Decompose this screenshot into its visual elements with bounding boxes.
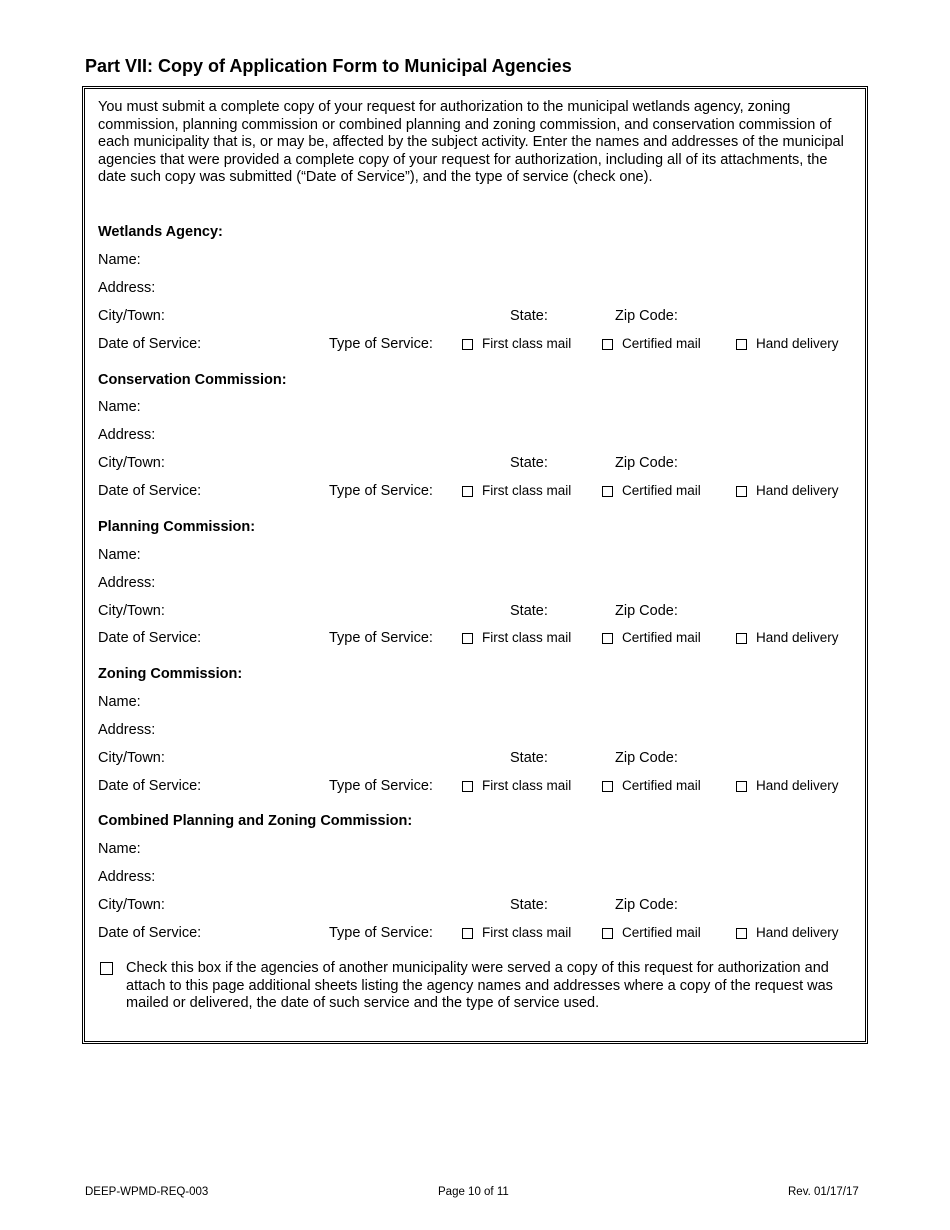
option-label: First class mail — [482, 778, 572, 793]
option-label: Hand delivery — [756, 778, 839, 793]
first-class-mail-option[interactable] — [462, 334, 571, 354]
zip-label: Zip Code: — [615, 308, 678, 324]
checkbox[interactable] — [462, 781, 473, 792]
checkbox[interactable] — [736, 339, 747, 350]
certified-mail-option[interactable] — [602, 776, 701, 796]
option-label: First class mail — [482, 336, 572, 351]
section-heading: Zoning Commission: — [98, 666, 243, 682]
city-label: City/Town: — [98, 897, 165, 913]
option-label: First class mail — [482, 483, 572, 498]
date-of-service-label: Date of Service: — [98, 483, 202, 499]
address-label: Address: — [98, 722, 156, 738]
footer-page-number: Page 10 of 11 — [438, 1186, 509, 1198]
checkbox[interactable] — [462, 486, 473, 497]
type-of-service-label: Type of Service: — [329, 483, 433, 499]
name-label: Name: — [98, 252, 141, 268]
checkbox[interactable] — [736, 781, 747, 792]
state-label: State: — [510, 455, 548, 471]
address-label: Address: — [98, 869, 156, 885]
checkbox[interactable] — [602, 339, 613, 350]
first-class-mail-option[interactable] — [462, 776, 571, 796]
state-label: State: — [510, 750, 548, 766]
name-label: Name: — [98, 841, 141, 857]
city-label: City/Town: — [98, 308, 165, 324]
option-label: Hand delivery — [756, 925, 839, 940]
instructions-paragraph: You must submit a complete copy of your request for authorization to the municipal wetlands agency, zoning commission, planning commission or combined planning and zoning commission, and conservation commission of each municipality that is, or may be, affected by the subject activity. Enter the names and addresses of the municipal agencies that were provided a complete copy of your request for authorization, including all of its attachments, the date such copy was submitted (“Date of Service”), and the type of service (check one). — [98, 99, 844, 185]
option-label: First class mail — [482, 630, 572, 645]
name-label: Name: — [98, 399, 141, 415]
certified-mail-option[interactable] — [602, 923, 701, 943]
zip-label: Zip Code: — [615, 897, 678, 913]
state-label: State: — [510, 897, 548, 913]
address-label: Address: — [98, 427, 156, 443]
section-heading: Combined Planning and Zoning Commission: — [98, 813, 413, 829]
certified-mail-option[interactable] — [602, 334, 701, 354]
type-of-service-label: Type of Service: — [329, 630, 433, 646]
date-of-service-label: Date of Service: — [98, 336, 202, 352]
checkbox[interactable] — [602, 633, 613, 644]
footer-form-id: DEEP-WPMD-REQ-003 — [85, 1186, 209, 1198]
city-label: City/Town: — [98, 603, 165, 619]
option-label: Certified mail — [622, 778, 701, 793]
date-of-service-label: Date of Service: — [98, 778, 202, 794]
certified-mail-option[interactable] — [602, 628, 701, 648]
type-of-service-label: Type of Service: — [329, 925, 433, 941]
hand-delivery-option[interactable] — [736, 923, 839, 943]
checkbox[interactable] — [602, 486, 613, 497]
option-label: Hand delivery — [756, 630, 839, 645]
date-of-service-label: Date of Service: — [98, 925, 202, 941]
certified-mail-option[interactable] — [602, 481, 701, 501]
other-municipality-checkbox[interactable] — [100, 962, 113, 975]
checkbox[interactable] — [462, 928, 473, 939]
option-label: Certified mail — [622, 483, 701, 498]
checkbox[interactable] — [602, 781, 613, 792]
hand-delivery-option[interactable] — [736, 628, 839, 648]
city-label: City/Town: — [98, 750, 165, 766]
name-label: Name: — [98, 694, 141, 710]
first-class-mail-option[interactable] — [462, 628, 571, 648]
option-label: Certified mail — [622, 630, 701, 645]
type-of-service-label: Type of Service: — [329, 778, 433, 794]
section-heading: Wetlands Agency: — [98, 224, 223, 240]
zip-label: Zip Code: — [615, 455, 678, 471]
checkbox[interactable] — [736, 928, 747, 939]
city-label: City/Town: — [98, 455, 165, 471]
option-label: Certified mail — [622, 336, 701, 351]
address-label: Address: — [98, 575, 156, 591]
date-of-service-label: Date of Service: — [98, 630, 202, 646]
zip-label: Zip Code: — [615, 603, 678, 619]
option-label: Hand delivery — [756, 336, 839, 351]
page-title: Part VII: Copy of Application Form to Municipal Agencies — [85, 56, 572, 76]
address-label: Address: — [98, 280, 156, 296]
state-label: State: — [510, 308, 548, 324]
zip-label: Zip Code: — [615, 750, 678, 766]
checkbox[interactable] — [736, 486, 747, 497]
other-municipality-note — [98, 960, 850, 1013]
option-label: Certified mail — [622, 925, 701, 940]
other-municipality-text: Check this box if the agencies of another municipality were served a copy of this request for authorization and attach to this page additional sheets listing the agency names and addresses where a copy of the request was mailed or delivered, the date of such service and the type of service used. — [126, 960, 833, 1011]
hand-delivery-option[interactable] — [736, 334, 839, 354]
checkbox[interactable] — [462, 339, 473, 350]
checkbox[interactable] — [736, 633, 747, 644]
section-heading: Planning Commission: — [98, 519, 256, 535]
option-label: Hand delivery — [756, 483, 839, 498]
first-class-mail-option[interactable] — [462, 923, 571, 943]
first-class-mail-option[interactable] — [462, 481, 571, 501]
state-label: State: — [510, 603, 548, 619]
section-heading: Conservation Commission: — [98, 372, 287, 388]
checkbox[interactable] — [602, 928, 613, 939]
footer-revision: Rev. 01/17/17 — [788, 1186, 859, 1198]
name-label: Name: — [98, 547, 141, 563]
type-of-service-label: Type of Service: — [329, 336, 433, 352]
hand-delivery-option[interactable] — [736, 481, 839, 501]
hand-delivery-option[interactable] — [736, 776, 839, 796]
checkbox[interactable] — [462, 633, 473, 644]
option-label: First class mail — [482, 925, 572, 940]
